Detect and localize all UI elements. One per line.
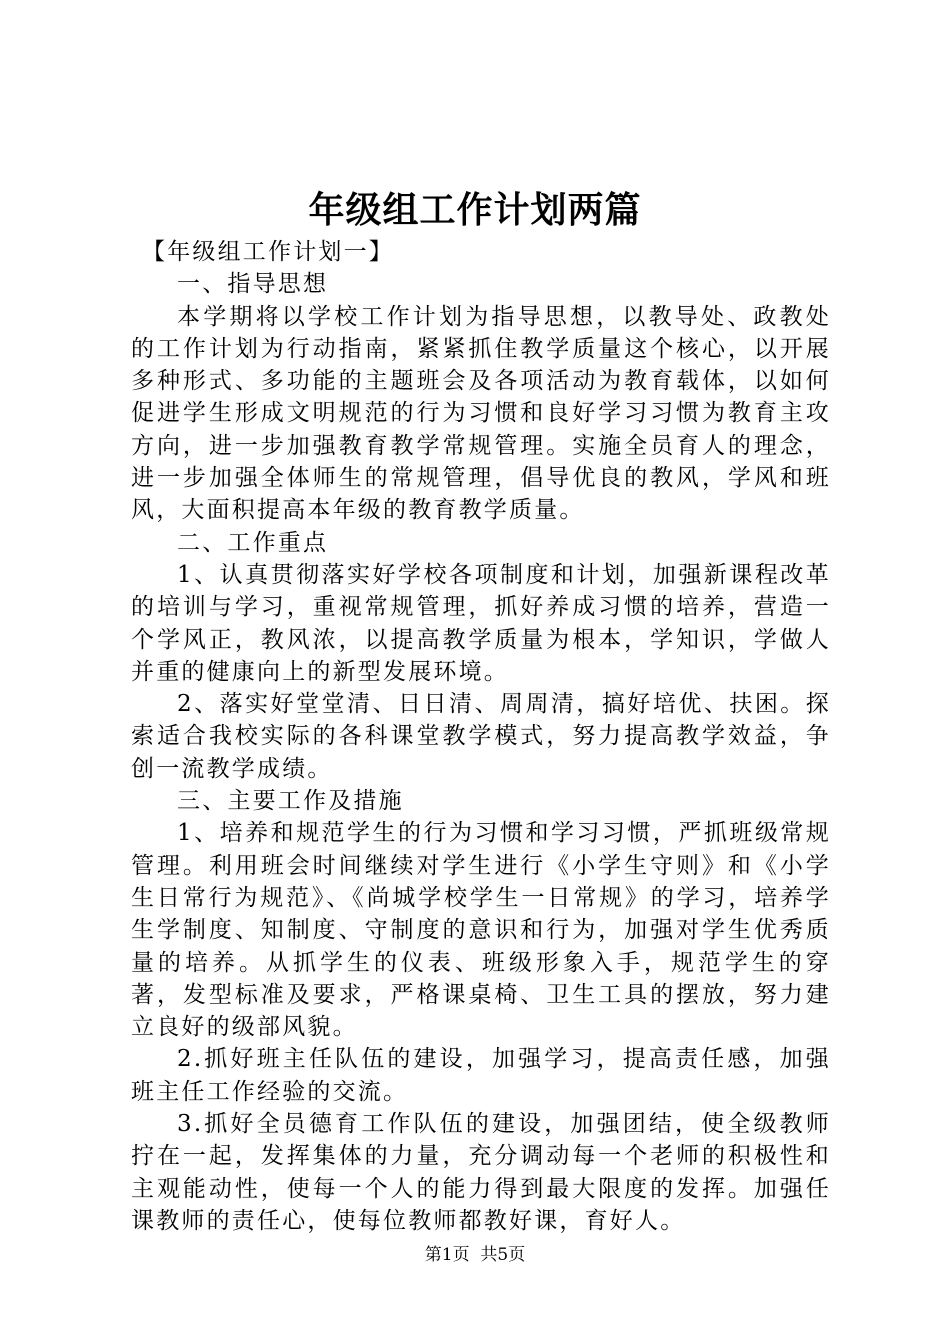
paragraph: 三、主要工作及措施 xyxy=(177,788,404,815)
paragraph: 3.抓好全员德育工作队伍的建设，加强团结，使全级教师拧在一起，发挥集体的力量，充分调动每一个老师的积极性和主观能动性，使每一个人的能力得到最大限度的发挥。加强任课教师的责任心，使每位教师都教好课，育好人。 xyxy=(131,1111,831,1234)
paragraph: 1、认真贯彻落实好学校各项制度和计划，加强新课程改革的培训与学习，重视常规管理，抓好养成习惯的培养，营造一个学风正，教风浓，以提高教学质量为根本，学知识，学做人并重的健康向上的新型发展环境。 xyxy=(131,561,831,685)
document-body xyxy=(131,236,831,1237)
paragraph: 2.抓好班主任队伍的建设，加强学习，提高责任感，加强班主任工作经验的交流。 xyxy=(131,1046,831,1105)
page-footer xyxy=(0,1244,950,1266)
document-title: 年级组工作计划两篇 xyxy=(308,189,642,231)
page-number-label: 第1页 共5页 xyxy=(424,1245,526,1265)
paragraph: 【年级组工作计划一】 xyxy=(142,239,394,265)
paragraph: 二、工作重点 xyxy=(177,529,329,556)
paragraph: 1、培养和规范学生的行为习惯和学习习惯，严抓班级常规管理。利用班会时间继续对学生进行《小学生守则》和《小学生日常行为规范》、《尚城学校学生一日常规》的学习，培养学生学制度、知制度、守制度的意识和行为，加强对学生优秀质量的培养。从抓学生的仪表、班级形象入手，规范学生的穿著，发型标准及要求，严格课桌椅、卫生工具的摆放，努力建立良好的级部风貌。 xyxy=(131,820,831,1041)
paragraph: 一、指导思想 xyxy=(177,271,329,298)
paragraph: 2、落实好堂堂清、日日清、周周清，搞好培优、扶困。探索适合我校实际的各科课堂教学模式，努力提高教学效益，争创一流教学成绩。 xyxy=(131,691,831,782)
paragraph: 本学期将以学校工作计划为指导思想，以教导处、政教处的工作计划为行动指南，紧紧抓住教学质量这个核心，以开展多种形式、多功能的主题班会及各项活动为教育载体，以如何促进学生形成文明规范的行为习惯和良好学习习惯为教育主攻方向，进一步加强教育教学常规管理。实施全员育人的理念，进一步加强全体师生的常规管理，倡导优良的教风，学风和班风，大面积提高本年级的教育教学质量。 xyxy=(131,303,831,524)
